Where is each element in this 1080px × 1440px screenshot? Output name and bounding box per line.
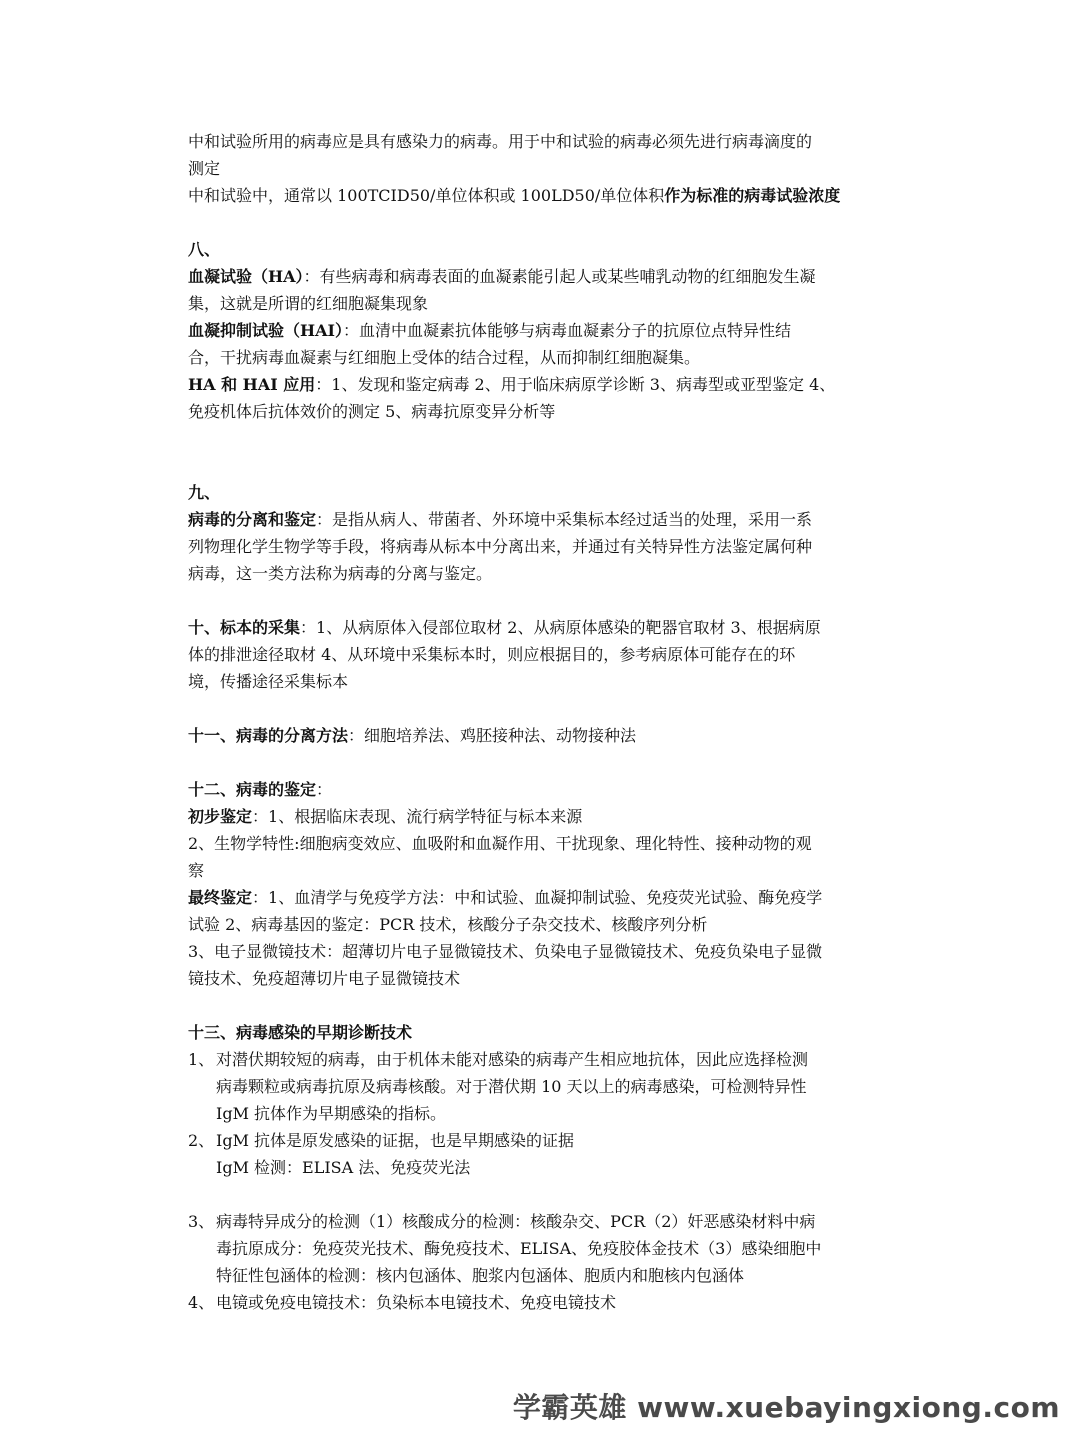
list-item-continuation: IgM 检测：ELISA 法、免疫荧光法 [216, 1158, 471, 1177]
paragraph-line: 中和试验所用的病毒应是具有感染力的病毒。用于中和试验的病毒必须先进行病毒滴度的 [188, 132, 813, 151]
paragraph-line [188, 263, 900, 290]
text-span: ：是指从病人、带菌者、外环境中采集标本经过适当的处理，采用一系 [316, 510, 813, 529]
term: 血凝抑制试验（HAI） [188, 321, 344, 340]
text-span: ：1、根据临床表现、流行病学特征与标本来源 [252, 807, 583, 826]
list-number: 1、 [188, 1050, 215, 1069]
text-span: 中和试验中，通常以 100TCID50/单位体积或 100LD50/单位体积 [188, 186, 665, 205]
list-item-continuation: 病毒颗粒或病毒抗原及病毒核酸。对于潜伏期 10 天以上的病毒感染，可检测特异性 [216, 1077, 807, 1096]
paragraph-line: 病毒，这一类方法称为病毒的分离与鉴定。 [188, 564, 493, 583]
list-item [188, 1046, 900, 1073]
paragraph-line: 集，这就是所谓的红细胞凝集现象 [188, 294, 429, 313]
list-item-continuation: IgM 抗体作为早期感染的指标。 [216, 1104, 447, 1123]
paragraph-line: 体的排泄途径取材 4、从环境中采集标本时，则应根据目的，参考病原体可能存在的环 [188, 645, 796, 664]
paragraph-line: 测定 [188, 159, 221, 178]
paragraph-line [188, 506, 900, 533]
text-span: ：有些病毒和病毒表面的血凝素能引起人或某些哺乳动物的红细胞发生凝 [303, 267, 816, 286]
paragraph-line [188, 317, 900, 344]
text-span: ：细胞培养法、鸡胚接种法、动物接种法 [348, 726, 637, 745]
paragraph-line [188, 803, 900, 830]
section-heading: 八、 [188, 240, 221, 259]
paragraph-line: 3、电子显微镜技术：超薄切片电子显微镜技术、负染电子显微镜技术、免疫负染电子显微 [188, 942, 823, 961]
document-page [188, 128, 900, 1316]
text-span: 病毒特异成分的检测（1）核酸成分的检测：核酸杂交、PCR（2）奸恶感染材料中病 [216, 1212, 816, 1231]
term: 最终鉴定 [188, 888, 253, 907]
bold-text: 作为标准的病毒试验浓度 [664, 186, 841, 205]
paragraph-line: 2、生物学特性:细胞病变效应、血吸附和血凝作用、干扰现象、理化特性、接种动物的观 [188, 834, 812, 853]
term: 十二、病毒的鉴定 [188, 780, 317, 799]
text-span: ：1、从病原体入侵部位取材 2、从病原体感染的靶器官取材 3、根据病原 [300, 618, 821, 637]
paragraph-line: 合，干扰病毒血凝素与红细胞上受体的结合过程，从而抑制红细胞凝集。 [188, 348, 701, 367]
section-heading: 十三、病毒感染的早期诊断技术 [188, 1023, 413, 1042]
text-span: 对潜伏期较短的病毒，由于机体未能对感染的病毒产生相应地抗体，因此应选择检测 [216, 1050, 809, 1069]
list-item [188, 1208, 900, 1235]
term: HA 和 HAI 应用 [188, 375, 316, 394]
term: 十一、病毒的分离方法 [188, 726, 349, 745]
text-span: 电镜或免疫电镜技术：负染标本电镜技术、免疫电镜技术 [216, 1293, 617, 1312]
text-span: IgM 抗体是原发感染的证据，也是早期感染的证据 [216, 1131, 575, 1150]
paragraph-line: 境，传播途径采集标本 [188, 672, 349, 691]
list-item-continuation: 特征性包涵体的检测：核内包涵体、胞浆内包涵体、胞质内和胞核内包涵体 [216, 1266, 745, 1285]
paragraph-line [188, 614, 900, 641]
list-item [188, 1127, 900, 1154]
section-heading: 九、 [188, 483, 221, 502]
list-number: 4、 [188, 1293, 215, 1312]
paragraph-line: 试验 2、病毒基因的鉴定：PCR 技术，核酸分子杂交技术、核酸序列分析 [188, 915, 708, 934]
list-number: 3、 [188, 1212, 215, 1231]
paragraph-line [188, 371, 900, 398]
paragraph-line: 察 [188, 861, 205, 880]
site-watermark: 学霸英雄 www.xuebayingxiong.com [512, 1391, 1060, 1424]
term: 病毒的分离和鉴定 [188, 510, 317, 529]
paragraph-line: 免疫机体后抗体效价的测定 5、病毒抗原变异分析等 [188, 402, 556, 421]
paragraph-line: 镜技术、免疫超薄切片电子显微镜技术 [188, 969, 461, 988]
paragraph-line: 列物理化学生物学等手段，将病毒从标本中分离出来，并通过有关特异性方法鉴定属何种 [188, 537, 813, 556]
list-number: 2、 [188, 1131, 215, 1150]
term: 十、标本的采集 [188, 618, 301, 637]
section-heading [188, 776, 900, 803]
term: 初步鉴定 [188, 807, 253, 826]
term: 血凝试验（HA） [188, 267, 304, 286]
list-item [188, 1289, 900, 1316]
paragraph-line [188, 884, 900, 911]
paragraph-line [188, 722, 900, 749]
text-span: ：血清中血凝素抗体能够与病毒血凝素分子的抗原位点特异性结 [343, 321, 792, 340]
paragraph-line [188, 182, 900, 209]
text-span: ： [316, 780, 333, 799]
list-item-continuation: 毒抗原成分：免疫荧光技术、酶免疫技术、ELISA、免疫胶体金技术（3）感染细胞中 [216, 1239, 822, 1258]
text-span: ：1、发现和鉴定病毒 2、用于临床病原学诊断 3、病毒型或亚型鉴定 4、 [315, 375, 836, 394]
text-span: ：1、血清学与免疫学方法：中和试验、血凝抑制试验、免疫荧光试验、酶免疫学 [252, 888, 823, 907]
